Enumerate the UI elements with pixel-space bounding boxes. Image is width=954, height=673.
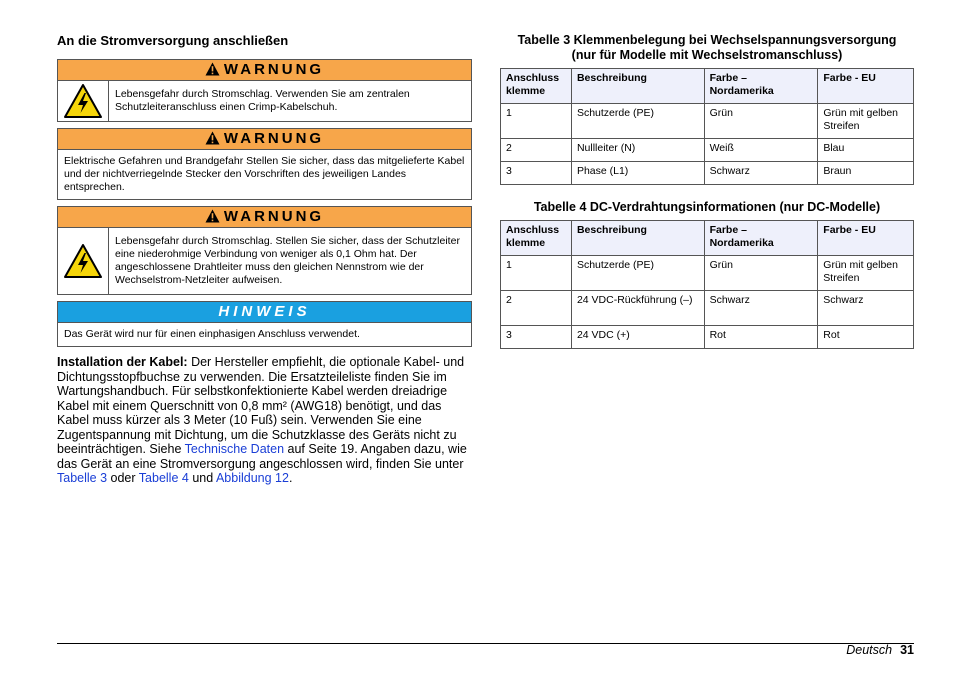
column-header-color-na: Farbe – Nordamerika — [704, 69, 818, 104]
warning-text: Elektrische Gefahren und Brandgefahr Stellen Sie sicher, dass das mitgelieferte Kabel und der nichtverriegelnde Stecker den Vorschriften des jeweiligen Landes entsprechen. — [64, 155, 465, 193]
paragraph-text: Der Hersteller empfiehlt, die optionale Kabel- und Dichtungsstopfbuchse zu verwenden. Die Ersatzteileliste finden Sie im Wartungshandbuch. Für selbstkonfektionierte Kabel werden dreiadrige Kabel mit einem Querschnitt von 0,8 mm² (AWG18) benötigt, und das Kabel muss kürzer als 3 Meter (10 Fuß) sein. Verwenden Sie eine Zugentspannung mit Dichtung, um die Schutzklasse des Geräts nicht zu beeinträchtigen. Siehe — [57, 355, 465, 456]
table-cell: Rot — [704, 326, 818, 349]
section-title: An die Stromversorgung anschließen — [57, 33, 289, 48]
table-cell: 2 — [501, 291, 572, 326]
table-cell: 1 — [501, 104, 572, 139]
table-cell: 1 — [501, 256, 572, 291]
shock-hazard-icon-cell — [58, 228, 109, 294]
table-cell: Phase (L1) — [571, 162, 704, 185]
table-cell: 24 VDC (+) — [571, 326, 704, 349]
table-row — [501, 162, 914, 185]
table-cell: 2 — [501, 139, 572, 162]
shock-hazard-icon-cell — [58, 81, 109, 121]
table-cell: Schwarz — [704, 162, 818, 185]
column-header-terminal: Anschluss klemme — [501, 69, 572, 104]
link-technische-daten[interactable]: Technische Daten — [184, 442, 285, 456]
table-row — [501, 104, 914, 139]
warning-heading-text: WARNUNG — [223, 61, 325, 78]
table-row — [501, 256, 914, 291]
hint-text: Das Gerät wird nur für einen einphasigen Anschluss verwendet. — [64, 328, 360, 340]
hint-header: HINWEIS — [58, 302, 471, 323]
warning-header — [58, 129, 471, 150]
paragraph-text: . — [288, 471, 293, 485]
table-row — [501, 291, 914, 326]
footer-language: Deutsch — [846, 643, 893, 657]
paragraph-text: und — [188, 471, 216, 485]
table-cell: Schwarz — [704, 291, 818, 326]
column-header-color-eu: Farbe - EU — [818, 221, 914, 256]
table-cell: Grün — [704, 104, 818, 139]
warning-heading-text: WARNUNG — [223, 208, 325, 225]
table-header-row — [501, 69, 914, 104]
column-header-color-na: Farbe – Nordamerika — [704, 221, 818, 256]
table-cell: Grün mit gelben Streifen — [818, 256, 914, 291]
table-cell: Grün mit gelben Streifen — [818, 104, 914, 139]
link-tabelle-4[interactable]: Tabelle 4 — [138, 471, 189, 485]
table-cell: Braun — [818, 162, 914, 185]
warning-text: Lebensgefahr durch Stromschlag. Stellen Sie sicher, dass der Schutzleiter eine niederohmige Verbindung von weniger als 0,1 Ohm hat. Der angeschlossene Drahtleiter muss den gleichen Nennstrom wie der Wechselstrom-Netzleiter aufweisen. — [115, 235, 460, 286]
table-cell: Schutzerde (PE) — [571, 256, 704, 291]
electric-shock-hazard-icon — [63, 83, 103, 119]
warning-box-ground — [57, 206, 472, 295]
table4-caption: Tabelle 4 DC-Verdrahtungsinformationen (nur DC-Modelle) — [533, 200, 881, 214]
footer-divider — [57, 643, 914, 644]
column-header-color-eu: Farbe - EU — [818, 69, 914, 104]
page-number: 31 — [900, 643, 914, 657]
electric-shock-hazard-icon — [63, 243, 103, 279]
table-cell: Blau — [818, 139, 914, 162]
table-cell: 3 — [501, 326, 572, 349]
table-cell: 3 — [501, 162, 572, 185]
warning-triangle-icon — [205, 209, 220, 223]
table-header-row — [501, 221, 914, 256]
link-abbildung-12[interactable]: Abbildung 12 — [215, 471, 289, 485]
table-cell: Rot — [818, 326, 914, 349]
warning-triangle-icon — [205, 131, 220, 145]
warning-text: Lebensgefahr durch Stromschlag. Verwenden Sie am zentralen Schutzleiteranschluss einen Crimp-Kabelschuh. — [115, 88, 410, 113]
link-tabelle-3[interactable]: Tabelle 3 — [57, 471, 108, 485]
paragraph-text: auf Seite 19. Angaben dazu, wie das Gerät an eine Stromversorgung angeschlossen wird, finden Sie unter — [57, 442, 467, 471]
table-cell: Grün — [704, 256, 818, 291]
table3-caption — [500, 33, 914, 63]
warning-header — [58, 60, 471, 81]
table3-ac-terminals — [500, 68, 914, 185]
hint-box — [57, 301, 472, 347]
table-cell: Schwarz — [818, 291, 914, 326]
table-cell: 24 VDC-Rückführung (–) — [571, 291, 704, 326]
warning-box-crimp — [57, 59, 472, 122]
page-footer — [846, 643, 914, 657]
warning-triangle-icon — [205, 62, 220, 76]
column-header-terminal: Anschluss klemme — [501, 221, 572, 256]
table-row — [501, 326, 914, 349]
column-header-description: Beschreibung — [571, 221, 704, 256]
paragraph-text: oder — [107, 471, 139, 485]
column-header-description: Beschreibung — [571, 69, 704, 104]
installation-paragraph — [57, 355, 472, 486]
installation-lead: Installation der Kabel: — [57, 355, 188, 369]
table4-dc-wiring — [500, 220, 914, 349]
table-cell: Schutzerde (PE) — [571, 104, 704, 139]
left-column — [57, 33, 472, 486]
warning-header — [58, 207, 471, 228]
table3-caption-line2: (nur für Modelle mit Wechselstromanschluss) — [571, 48, 843, 62]
right-column — [500, 33, 914, 364]
table-cell: Nullleiter (N) — [571, 139, 704, 162]
warning-box-fire — [57, 128, 472, 200]
table3-caption-line1: Tabelle 3 Klemmenbelegung bei Wechselspannungsversorgung — [517, 33, 897, 47]
warning-heading-text: WARNUNG — [223, 130, 325, 147]
table-row — [501, 139, 914, 162]
table-cell: Weiß — [704, 139, 818, 162]
